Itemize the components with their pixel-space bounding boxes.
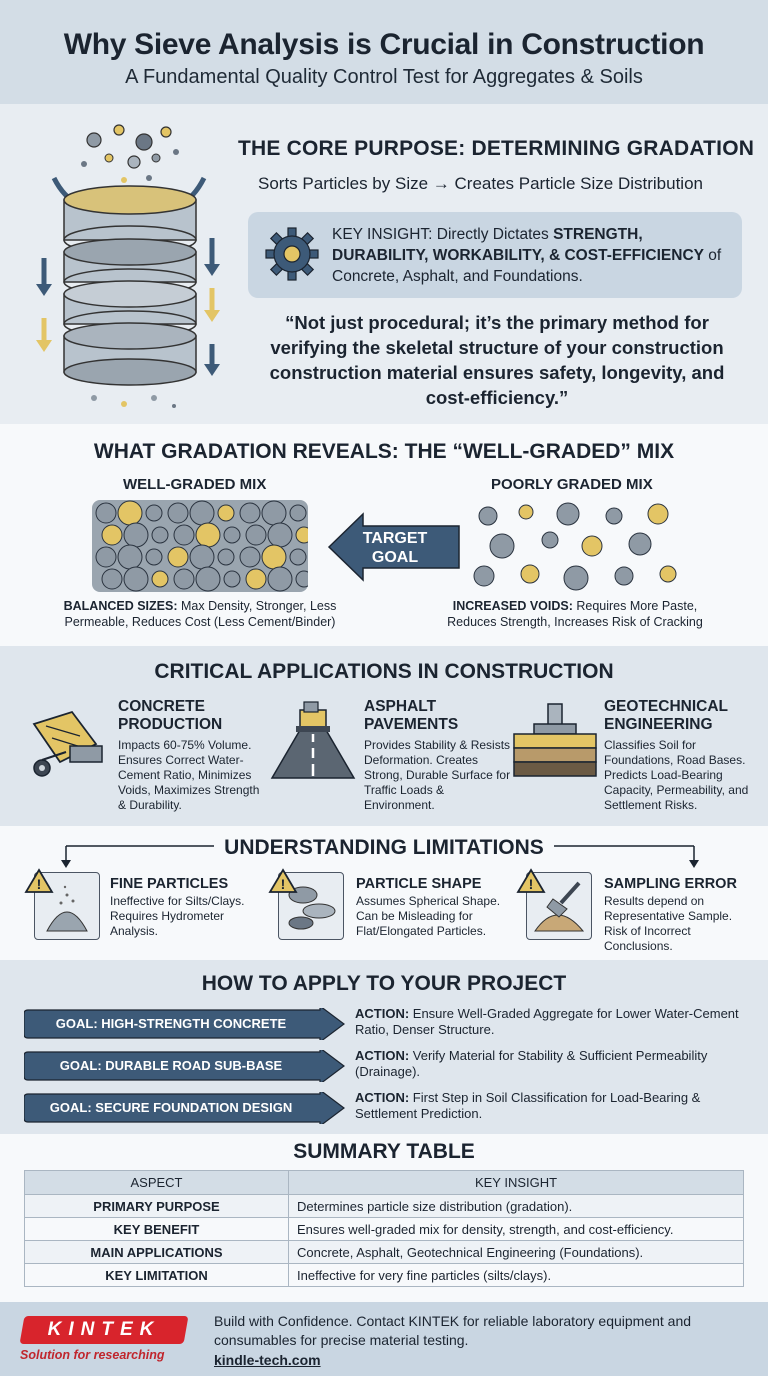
- aggregate-particle: [290, 549, 306, 565]
- aggregate-particle: [660, 566, 676, 582]
- action-text: ACTION: First Step in Soil Classification for Load-Bearing & Settlement Prediction.: [355, 1090, 701, 1121]
- limitation-name-sampling-error: SAMPLING ERROR: [604, 876, 737, 892]
- footer-website-link[interactable]: kindle-tech.com: [214, 1352, 321, 1368]
- apply-section: [0, 960, 768, 1134]
- table-row: [25, 1241, 744, 1264]
- soil-layers-icon: [512, 700, 598, 780]
- applications-title: CRITICAL APPLICATIONS IN CONSTRUCTION: [154, 660, 614, 683]
- aggregate-particle: [268, 523, 292, 547]
- aggregate-particle: [564, 566, 588, 590]
- table-cell-aspect: PRIMARY PURPOSE: [25, 1195, 289, 1218]
- summary-section: [0, 1134, 768, 1302]
- table-header-row: [25, 1171, 744, 1195]
- table-header-cell: KEY INSIGHT: [289, 1171, 744, 1195]
- poorly-graded-mix-illustration: [468, 500, 684, 592]
- limitation-name-particle-shape: PARTICLE SHAPE: [356, 876, 482, 892]
- well-graded-description: BALANCED SIZES: Max Density, Stronger, Less Permeable, Reduces Cost (Less Cement/Binder): [63, 599, 337, 629]
- aggregate-particle: [296, 527, 308, 543]
- target-goal-arrow: [327, 512, 461, 582]
- aggregate-particle: [240, 547, 260, 567]
- core-quote: “Not just procedural; it’s the primary method for verifying the skeletal structure of your construction construction material ensures safety, longevity, and cost-efficiency.”: [269, 312, 725, 408]
- limitation-desc-particle-shape: Assumes Spherical Shape. Can be Misleading for Flat/Elongated Particles.: [356, 894, 501, 938]
- aggregate-particle: [152, 527, 168, 543]
- aggregate-particle: [268, 567, 292, 591]
- action-text: ACTION: Ensure Well-Graded Aggregate for Lower Water-Cement Ratio, Denser Structure.: [355, 1006, 739, 1037]
- app-name-geotechnical: GEOTECHNICAL ENGINEERING: [604, 698, 728, 733]
- aggregate-particle: [96, 547, 116, 567]
- table-cell-insight: Ensures well-graded mix for density, strength, and cost-efficiency.: [289, 1218, 744, 1241]
- key-insight-text: KEY INSIGHT: Directly Dictates STRENGTH, DURABILITY, WORKABILITY, & COST-EFFICIENCY of Concrete, Asphalt, and Foundations.: [332, 226, 722, 285]
- summary-title: SUMMARY TABLE: [293, 1140, 475, 1163]
- aggregate-particle: [296, 571, 308, 587]
- aggregate-particle: [196, 523, 220, 547]
- aggregate-particle: [557, 503, 579, 525]
- warning-icon: [268, 868, 298, 894]
- app-name-concrete: CONCRETE PRODUCTION: [118, 698, 223, 733]
- logo-tagline: Solution for researching: [20, 1348, 165, 1362]
- core-purpose-section: [0, 104, 768, 424]
- asphalt-road-icon: [270, 700, 356, 780]
- aggregate-particle: [615, 567, 633, 585]
- table-cell-aspect: KEY LIMITATION: [25, 1264, 289, 1287]
- gradation-title: WHAT GRADATION REVEALS: THE “WELL-GRADED” MIX: [93, 440, 675, 463]
- gear-icon: [264, 226, 320, 282]
- table-cell-aspect: KEY BENEFIT: [25, 1218, 289, 1241]
- aggregate-particle: [190, 501, 214, 525]
- warning-icon: [516, 868, 546, 894]
- aggregate-particle: [246, 525, 266, 545]
- goal-arrow-secure-foundation-design: [24, 1092, 346, 1124]
- aggregate-particle: [96, 503, 116, 523]
- aggregate-particle: [146, 549, 162, 565]
- aggregate-particle: [118, 545, 142, 569]
- limitation-name-fine-particles: FINE PARTICLES: [110, 876, 229, 892]
- footer: [0, 1302, 768, 1376]
- table-row: [25, 1264, 744, 1287]
- aggregate-particle: [146, 505, 162, 521]
- aggregate-particle: [262, 501, 286, 525]
- aggregate-particle: [218, 549, 234, 565]
- gradation-section: [0, 424, 768, 646]
- aggregate-particle: [246, 569, 266, 589]
- target-goal-line1: TARGET: [362, 530, 428, 547]
- svg-text:!: !: [528, 876, 534, 892]
- goal-label: GOAL: SECURE FOUNDATION DESIGN: [49, 1100, 293, 1115]
- aggregate-particle: [218, 505, 234, 521]
- aggregate-particle: [629, 533, 651, 555]
- key-insight-box: [248, 212, 742, 298]
- aggregate-particle: [168, 547, 188, 567]
- svg-text:!: !: [36, 876, 42, 892]
- aggregate-particle: [174, 569, 194, 589]
- action-text: ACTION: Verify Material for Stability & Sufficient Permeability (Drainage).: [355, 1048, 708, 1079]
- app-desc-geotechnical: Classifies Soil for Foundations, Road Bases. Predicts Load-Bearing Capacity, Permeability, and Settlement Risks.: [604, 738, 749, 812]
- goal-label: GOAL: HIGH-STRENGTH CONCRETE: [55, 1016, 287, 1031]
- aggregate-particle: [490, 534, 514, 558]
- aggregate-particle: [174, 525, 194, 545]
- table-cell-insight: Ineffective for very fine particles (silts/clays).: [289, 1264, 744, 1287]
- aggregate-particle: [290, 505, 306, 521]
- goal-label: GOAL: DURABLE ROAD SUB-BASE: [59, 1058, 283, 1073]
- falling-particles: [81, 125, 179, 183]
- limitations-title: UNDERSTANDING LIMITATIONS: [224, 836, 544, 859]
- concrete-mixer-icon: [26, 706, 110, 778]
- header: [0, 0, 768, 104]
- aggregate-particle: [118, 501, 142, 525]
- aggregate-particle: [519, 505, 533, 519]
- aggregate-particle: [102, 525, 122, 545]
- limitations-section: [0, 826, 768, 960]
- svg-text:!: !: [280, 876, 286, 892]
- aggregate-particle: [648, 504, 668, 524]
- aggregate-particle: [196, 567, 220, 591]
- aggregate-particle: [124, 523, 148, 547]
- limitation-desc-sampling-error: Results depend on Representative Sample. Risk of Incorrect Conclusions.: [604, 894, 733, 953]
- app-desc-asphalt: Provides Stability & Resists Deformation. Creates Strong, Durable Surface for Traffic Loads & Environment.: [364, 738, 511, 812]
- page-title: Why Sieve Analysis is Crucial in Construction: [63, 28, 705, 61]
- aggregate-particle: [190, 545, 214, 569]
- table-row: [25, 1218, 744, 1241]
- aggregate-particle: [240, 503, 260, 523]
- aggregate-particle: [521, 565, 539, 583]
- aggregate-particle: [224, 527, 240, 543]
- aggregate-particle: [262, 545, 286, 569]
- aggregate-particle: [124, 567, 148, 591]
- sieve-trays: [64, 186, 196, 385]
- goal-arrow-high-strength-concrete: [24, 1008, 346, 1040]
- table-header-cell: ASPECT: [25, 1171, 289, 1195]
- applications-section: [0, 646, 768, 826]
- well-graded-mix-illustration: [92, 500, 308, 592]
- footer-text: Build with Confidence. Contact KINTEK for reliable laboratory equipment and consumables for precise material testing.: [214, 1313, 692, 1348]
- goal-arrow-durable-road-sub-base: [24, 1050, 346, 1082]
- page-subtitle: A Fundamental Quality Control Test for Aggregates & Soils: [125, 66, 643, 88]
- table-row: [25, 1195, 744, 1218]
- aggregate-particle: [102, 569, 122, 589]
- summary-table: [24, 1170, 744, 1287]
- well-graded-label: WELL-GRADED MIX: [123, 476, 267, 493]
- target-goal-line2: GOAL: [371, 549, 419, 566]
- kintek-logo: KINTEK: [47, 1319, 161, 1340]
- core-purpose-subtitle: Sorts Particles by Size → Creates Particle Size Distribution: [258, 174, 703, 193]
- aggregate-particle: [542, 532, 558, 548]
- aggregate-particle: [479, 507, 497, 525]
- limitation-desc-fine-particles: Ineffective for Silts/Clays. Requires Hydrometer Analysis.: [110, 894, 245, 938]
- poorly-graded-label: POORLY GRADED MIX: [491, 476, 653, 493]
- table-cell-insight: Concrete, Asphalt, Geotechnical Engineering (Foundations).: [289, 1241, 744, 1264]
- apply-title: HOW TO APPLY TO YOUR PROJECT: [201, 972, 567, 995]
- poorly-graded-description: INCREASED VOIDS: Requires More Paste, Reduces Strength, Increases Risk of Cracking: [447, 599, 703, 629]
- warning-icon: [24, 868, 54, 894]
- app-desc-concrete: Impacts 60-75% Volume. Ensures Correct Water-Cement Ratio, Minimizes Voids, Maximizes Strength & Durability.: [118, 738, 260, 812]
- aggregate-particle: [606, 508, 622, 524]
- table-cell-aspect: MAIN APPLICATIONS: [25, 1241, 289, 1264]
- table-cell-insight: Determines particle size distribution (gradation).: [289, 1195, 744, 1218]
- sieve-stack-illustration: [24, 118, 234, 418]
- aggregate-particle: [582, 536, 602, 556]
- aggregate-particle: [474, 566, 494, 586]
- aggregate-particle: [168, 503, 188, 523]
- aggregate-particle: [224, 571, 240, 587]
- core-purpose-title: THE CORE PURPOSE: DETERMINING GRADATION: [238, 137, 755, 160]
- app-name-asphalt: ASPHALT PAVEMENTS: [364, 698, 459, 733]
- aggregate-particle: [152, 571, 168, 587]
